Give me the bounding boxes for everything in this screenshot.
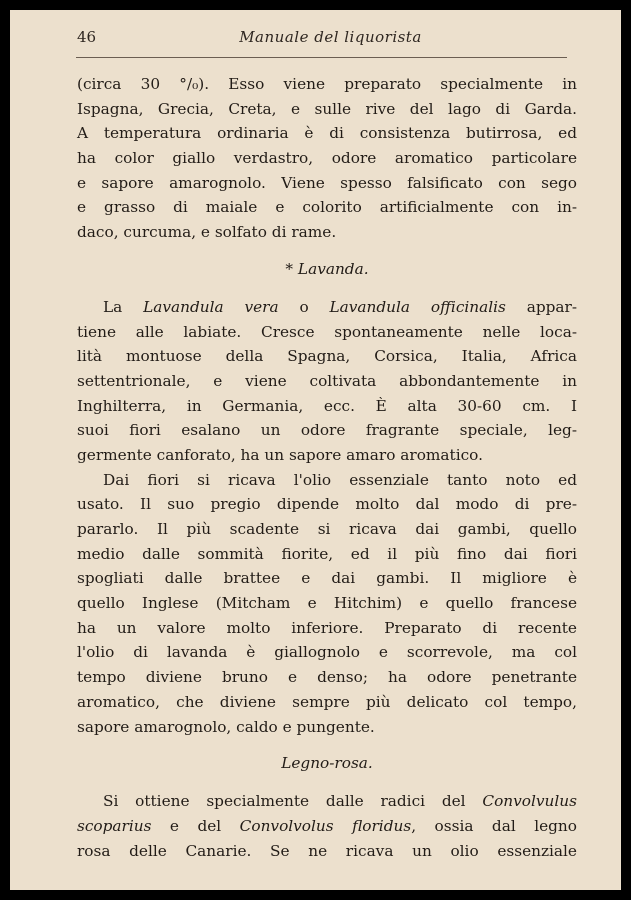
header-rule <box>76 57 567 58</box>
text-line: germente canforato, ha un sapore amaro aromatico. <box>77 445 483 464</box>
text-line: medio dalle sommità fiorite, ed il più fino dai fiori <box>77 544 577 563</box>
text-run: appar- <box>505 297 578 316</box>
text-line: usato. Il suo pregio dipende molto dal modo di pre- <box>77 495 577 514</box>
text-run: , ossia dal legno <box>411 816 577 835</box>
text-run: La <box>103 297 144 316</box>
text-line: daco, curcuma, e solfato di rame. <box>77 223 337 242</box>
section-heading-lavanda: * Lavanda. <box>285 259 369 278</box>
text-line: spogliati dalle brattee e dai gambi. Il migliore è <box>77 569 577 588</box>
text-line: aromatico, che diviene sempre più delicato col tempo, <box>77 692 577 711</box>
text-line: pararlo. Il più scadente si ricava dai gambi, quello <box>77 520 577 538</box>
species-name: scoparius <box>77 816 152 835</box>
text-line: settentrionale, e viene coltivata abbondantemente in <box>77 371 577 390</box>
species-name: Lavandula vera <box>143 297 279 316</box>
species-name: Convolvulus <box>482 792 577 811</box>
text-line <box>77 789 577 814</box>
book-page <box>10 10 621 890</box>
text-run: Si ottiene specialmente dalle radici del <box>103 792 483 811</box>
text-line: Ispagna, Grecia, Creta, e sulle rive del lago di Garda. <box>77 99 577 118</box>
species-name: Lavandula officinalis <box>329 297 506 316</box>
text-line: l'olio di lavanda è giallognolo e scorrevole, ma col <box>77 643 577 662</box>
section-gap <box>77 779 577 789</box>
paragraph-lavanda-oil <box>77 468 577 740</box>
section-gap <box>77 285 577 295</box>
text-line: lità montuose della Spagna, Corsica, Italia, Africa <box>77 347 577 366</box>
paragraph-legno-rosa <box>77 789 577 863</box>
text-line: ha color giallo verdastro, odore aromatico particolare <box>77 149 577 168</box>
text-line: ha un valore molto inferiore. Preparato di recente <box>77 618 577 637</box>
text-line: e grasso di maiale e colorito artificialmente con in- <box>77 198 577 217</box>
text-line: Inghilterra, in Germania, ecc. È alta 30-60 cm. I <box>77 396 577 415</box>
section-heading-legno-rosa: Legno-rosa. <box>281 754 373 773</box>
text-line: A temperatura ordinaria è di consistenza butirrosa, ed <box>77 124 577 143</box>
text-line: quello Inglese (Mitcham e Hitchim) e quello francese <box>77 594 577 613</box>
running-title: Manuale del liquorista <box>239 28 422 46</box>
text-run: e del <box>151 816 240 835</box>
text-line: suoi fiori esalano un odore fragrante speciale, leg- <box>77 421 577 440</box>
species-name: Convolvolus floridus <box>239 816 412 835</box>
text-line: e sapore amarognolo. Viene spesso falsificato con sego <box>77 173 577 192</box>
text-line: (circa 30 °/₀). Esso viene preparato specialmente in <box>77 75 577 93</box>
text-line: tempo diviene bruno e denso; ha odore penetrante <box>77 668 577 687</box>
body-text <box>77 72 577 863</box>
text-line: rosa delle Canarie. Se ne ricava un olio essenziale <box>77 841 577 860</box>
text-line <box>77 295 577 320</box>
page-header <box>10 28 621 54</box>
text-line: tiene alle labiate. Cresce spontaneamente nelle loca- <box>77 322 577 341</box>
paragraph-lavanda-description <box>77 295 577 468</box>
paragraph-continuation <box>77 72 577 245</box>
text-run: o <box>278 297 330 316</box>
text-line <box>77 814 577 839</box>
text-line: sapore amarognolo, caldo e pungente. <box>77 717 375 736</box>
text-line: Dai fiori si ricava l'olio essenziale tanto noto ed <box>103 470 577 489</box>
page-number: 46 <box>77 28 97 46</box>
